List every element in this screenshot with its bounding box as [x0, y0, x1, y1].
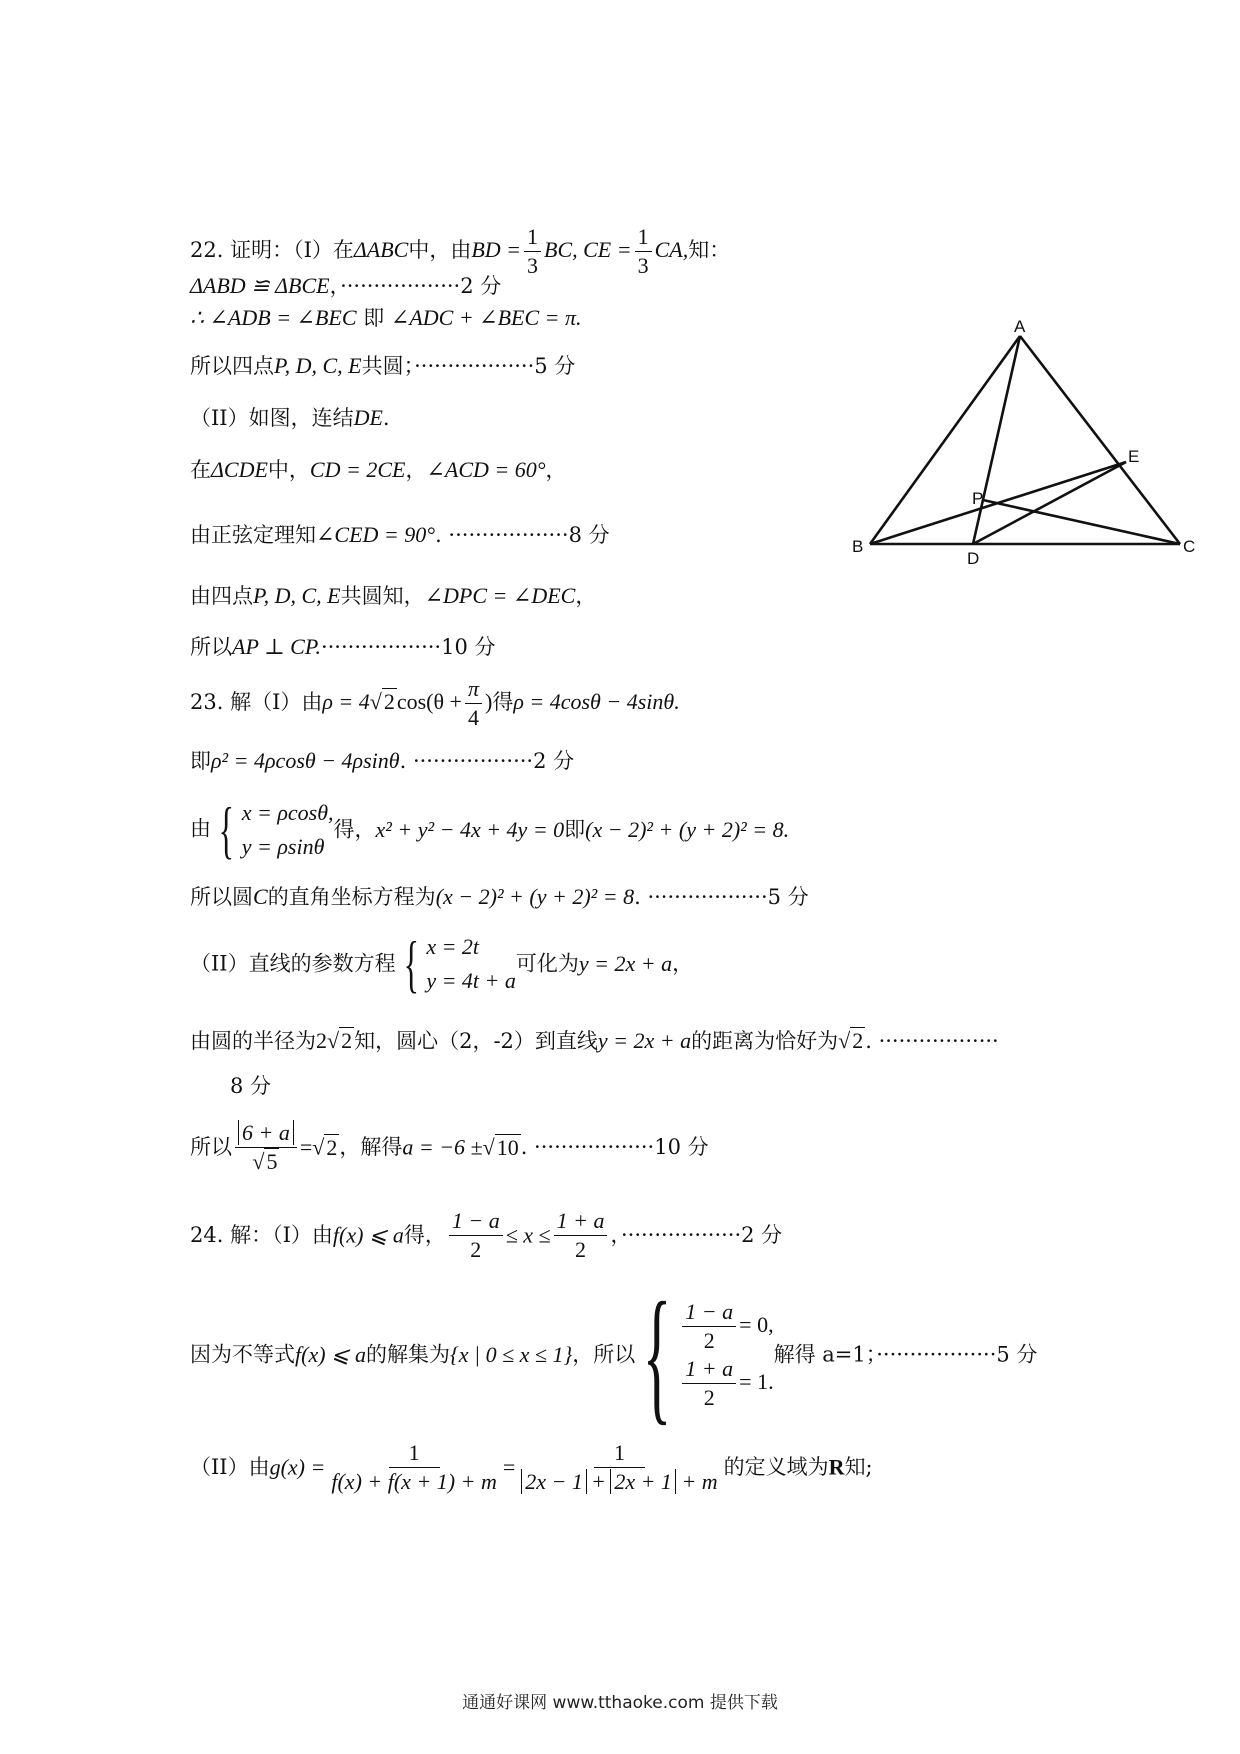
p23-line7: 8 分 — [230, 1074, 272, 1098]
left-brace-2: { — [403, 928, 419, 999]
label-D: D — [967, 549, 980, 568]
p22-line6: 在ΔCDE中，CD = 2CE，∠ACD = 60°， — [190, 457, 567, 482]
p23-line2: 即ρ² = 4ρcosθ − 4ρsinθ. ··················2 分 — [190, 748, 575, 773]
fraction-pi-over-4: $\frac{\pi}{4}$ — [465, 678, 482, 729]
sqrt-symbol-3: √ — [838, 1028, 851, 1053]
label-C: C — [1183, 537, 1196, 556]
p22-line8: 由四点P, D, C, E共圆知，∠DPC = ∠DEC， — [190, 583, 597, 608]
p23-line8: 所以 $\frac{6 + a}{√5}$ =√2，解得a = −6 ±√10. ··················10 分 — [190, 1120, 709, 1174]
fraction-one-third: $\frac{1}{3}$ — [524, 226, 541, 277]
p23-line4: 所以圆C的直角坐标方程为(x − 2)² + (y + 2)² = 8. ··················5 分 — [190, 884, 809, 909]
triangle-diagram — [848, 316, 1198, 568]
fraction-1-minus-a: $\frac{1 - a}{2}$ — [449, 1210, 503, 1261]
sqrt-symbol: √ — [369, 689, 382, 714]
label-A: A — [1014, 317, 1026, 336]
p23-line6: 由圆的半径为2√2知，圆心（2，-2）到直线y = 2x + a的距离为恰好为√2. ·················· — [190, 1028, 999, 1053]
label-E: E — [1128, 447, 1140, 466]
p24-line3: （II）由g(x) = $\frac{1}{f(x) + f(x + 1) + m}$ = $\frac{1}{2x - 1 + 2x + 1 + m}$ 的定义域为R知; — [190, 1440, 873, 1494]
label-B: B — [852, 537, 864, 556]
fraction-abs-over-sqrt5: $\frac{6 + a}{√5}$ — [235, 1122, 297, 1173]
left-brace-3: { — [642, 1272, 672, 1438]
p22-line7: 由正弦定理知∠CED = 90°. ··················8 分 — [190, 522, 610, 547]
p22-line5: （II）如图，连结DE. — [190, 405, 390, 430]
p24-line1: 24. 解：（I）由f(x) ⩽ a得， $\frac{1 - a}{2}$ ≤ x ≤ $\frac{1 + a}{2}$ ，··················2 分 — [190, 1208, 783, 1262]
p22-line1: 22. 证明：（I）在ΔABC中，由BD = $\frac{1}{3}$ BC, CE = $\frac{1}{3}$ CA,知： — [190, 224, 731, 278]
p22-line9: 所以AP ⊥ CP.··················10 分 — [190, 634, 496, 659]
p23-line5: （II）直线的参数方程 { x = 2t y = 4t + a 可化为y = 2x + a， — [190, 928, 694, 999]
system-a: $\frac{1 - a}{2}$ = 0, $\frac{1 + a}{2}$ = 1. — [679, 1301, 773, 1409]
fraction-g-abs: $\frac{1}{2x - 1 + 2x + 1 + m}$ — [518, 1442, 720, 1493]
p22-line4: 所以四点P, D, C, E共圆；··················5 分 — [190, 353, 576, 378]
system-polar: x = ρcosθ, y = ρsinθ — [241, 800, 334, 859]
fraction-g-def: $\frac{1}{f(x) + f(x + 1) + m}$ — [331, 1440, 497, 1494]
p23-line3: 由 { x = ρcosθ, y = ρsinθ 得，x² + y² − 4x + 4y = 0即(x − 2)² + (y + 2)² = 8. — [190, 794, 790, 865]
fraction-one-third-2: $\frac{1}{3}$ — [635, 226, 652, 277]
fraction-1-plus-a: $\frac{1 + a}{2}$ — [554, 1210, 608, 1261]
p24-line2: 因为不等式f(x) ⩽ a的解集为{x | 0 ≤ x ≤ 1}，所以{ $\frac{1 - a}{2}$ = 0, $\frac{1 + a}{2}$ = 1. 解得 a=1；··················5 分 — [190, 1272, 1038, 1438]
p22-line2: ΔABD ≌ ΔBCE，··················2 分 — [190, 273, 502, 298]
p23-line1: 23. 解（I）由ρ = 4√2cos(θ + $\frac{\pi}{4}$ )得ρ = 4cosθ − 4sinθ. — [190, 676, 680, 730]
system-param: x = 2t y = 4t + a — [426, 934, 516, 993]
triangle-figure — [848, 316, 1198, 568]
p22-line3: ∴ ∠ADB = ∠BEC 即 ∠ADC + ∠BEC = π. — [190, 305, 582, 330]
sqrt-symbol-2: √ — [327, 1028, 340, 1053]
left-brace: { — [218, 794, 235, 865]
page-footer: 通通好课网 www.tthaoke.com 提供下载 — [462, 1693, 778, 1713]
label-P: P — [972, 489, 984, 508]
